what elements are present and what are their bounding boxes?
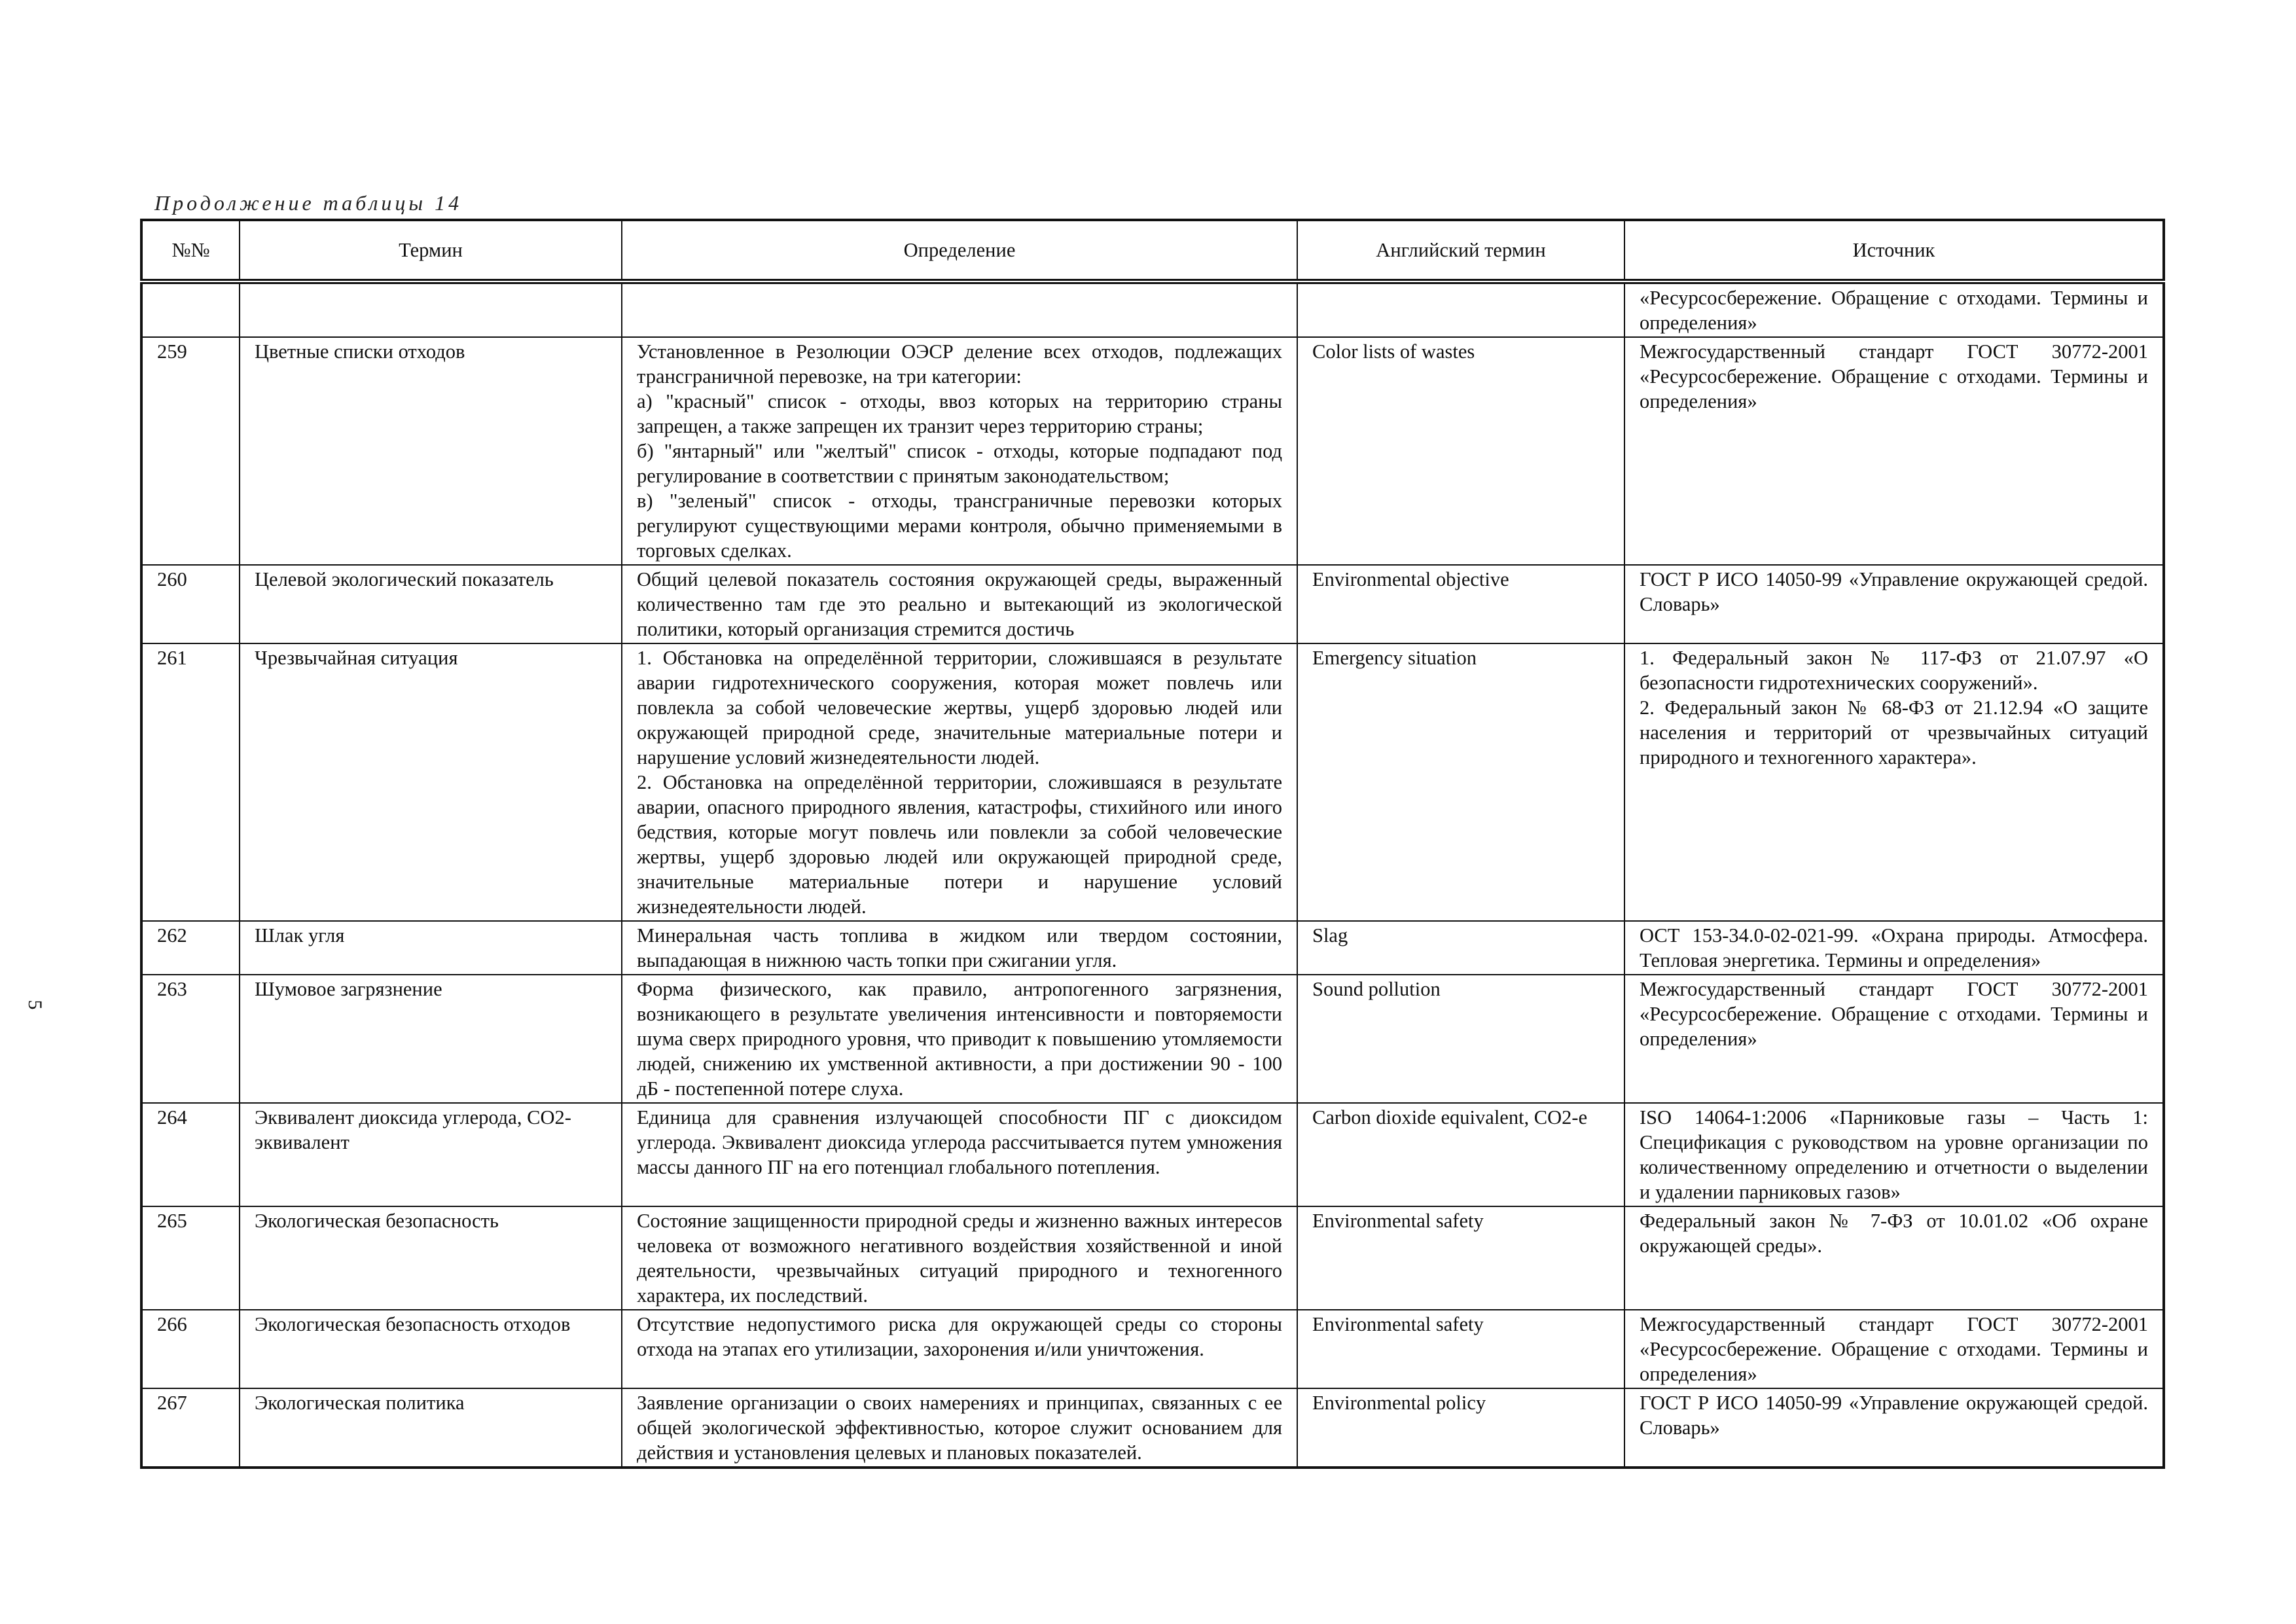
- row-english-term: Slag: [1297, 921, 1624, 975]
- table-row: [141, 921, 2164, 975]
- row-term: Целевой экологический показатель: [240, 565, 622, 643]
- row-term: Эквивалент диоксида углерода, СО2-эквивалент: [240, 1103, 622, 1206]
- row-term: Чрезвычайная ситуация: [240, 643, 622, 921]
- row-english-term: Emergency situation: [1297, 643, 1624, 921]
- row-term: Шумовое загрязнение: [240, 975, 622, 1103]
- table-body: [141, 281, 2164, 1468]
- row-definition: Общий целевой показатель состояния окружающей среды, выраженный количественно там где это реально и вытекающий из экологической политики, который организация стремится достичь: [622, 565, 1297, 643]
- row-term: Экологическая политика: [240, 1388, 622, 1468]
- row-source: Федеральный закон № 7-ФЗ от 10.01.02 «Об охране окружающей среды».: [1624, 1206, 2164, 1310]
- table-header-row: [141, 220, 2164, 281]
- row-definition: Форма физического, как правило, антропогенного загрязнения, возникающего в результате увеличения интенсивности и повторяемости шума сверх природного уровня, что приводит к повышению утомляемости людей, снижению их умственной активности, а при достижении 90 - 100 дБ - постепенной потере слуха.: [622, 975, 1297, 1103]
- page-number: 5: [24, 1000, 46, 1010]
- row-english-term: Environmental safety: [1297, 1206, 1624, 1310]
- row-definition: [622, 281, 1297, 337]
- table-row: [141, 1388, 2164, 1468]
- row-english-term: [1297, 281, 1624, 337]
- row-source: Межгосударственный стандарт ГОСТ 30772-2001 «Ресурсосбережение. Обращение с отходами. Термины и определения»: [1624, 337, 2164, 565]
- header-definition: Определение: [622, 220, 1297, 281]
- row-term: Шлак угля: [240, 921, 622, 975]
- row-english-term: Environmental objective: [1297, 565, 1624, 643]
- terms-table: [140, 219, 2165, 1469]
- row-number: [141, 281, 240, 337]
- table-row: [141, 337, 2164, 565]
- row-source: ISO 14064-1:2006 «Парниковые газы – Часть 1: Спецификация с руководством на уровне организации по количественному определению и отчетности о выделении и удалении парниковых газов»: [1624, 1103, 2164, 1206]
- header-number: №№: [141, 220, 240, 281]
- table-row: [141, 643, 2164, 921]
- row-definition: Единица для сравнения излучающей способности ПГ с диоксидом углерода. Эквивалент диоксида углерода рассчитывается путем умножения массы данного ПГ на его потенциал глобального потепления.: [622, 1103, 1297, 1206]
- row-term: Экологическая безопасность: [240, 1206, 622, 1310]
- row-source: Межгосударственный стандарт ГОСТ 30772-2001 «Ресурсосбережение. Обращение с отходами. Термины и определения»: [1624, 1310, 2164, 1388]
- row-number: 259: [141, 337, 240, 565]
- row-definition: Минеральная часть топлива в жидком или твердом состоянии, выпадающая в нижнюю часть топки при сжигании угля.: [622, 921, 1297, 975]
- table-row: [141, 1103, 2164, 1206]
- row-source: Межгосударственный стандарт ГОСТ 30772-2001 «Ресурсосбережение. Обращение с отходами. Термины и определения»: [1624, 975, 2164, 1103]
- row-number: 261: [141, 643, 240, 921]
- row-number: 262: [141, 921, 240, 975]
- table-row: [141, 565, 2164, 643]
- header-english-term: Английский термин: [1297, 220, 1624, 281]
- row-definition: Состояние защищенности природной среды и жизненно важных интересов человека от возможного негативного воздействия хозяйственной и иной деятельности, чрезвычайных ситуаций природного и техногенного характера, их последствий.: [622, 1206, 1297, 1310]
- row-number: 267: [141, 1388, 240, 1468]
- row-english-term: Color lists of wastes: [1297, 337, 1624, 565]
- header-term: Термин: [240, 220, 622, 281]
- table-caption: Продолжение таблицы 14: [154, 191, 463, 215]
- row-definition: 1. Обстановка на определённой территории, сложившаяся в результате аварии гидротехнического сооружения, которая может повлечь или повлекла за собой человеческие жертвы, ущерб здоровью людей или окружающей природной среде, значительные материальные потери и нарушение условий жизнедеятельности людей. 2. Обстановка на определённой территории, сложившаяся в результате аварии, опасного природного явления, катастрофы, стихийного или иного бедствия, которые могут повлечь или повлекли за собой человеческие жертвы, ущерб здоровью людей или окружающей природной среде, значительные материальные потери и нарушение условий жизнедеятельности людей.: [622, 643, 1297, 921]
- row-number: 263: [141, 975, 240, 1103]
- row-english-term: Carbon dioxide equivalent, CO2-e: [1297, 1103, 1624, 1206]
- row-term: [240, 281, 622, 337]
- table-row: [141, 1206, 2164, 1310]
- row-english-term: Environmental safety: [1297, 1310, 1624, 1388]
- row-number: 266: [141, 1310, 240, 1388]
- row-english-term: Environmental policy: [1297, 1388, 1624, 1468]
- row-source: ГОСТ Р ИСО 14050-99 «Управление окружающей средой. Словарь»: [1624, 565, 2164, 643]
- row-source: 1. Федеральный закон № 117-ФЗ от 21.07.97 «О безопасности гидротехнических сооружений». 2. Федеральный закон № 68-ФЗ от 21.12.94 «О защите населения и территорий от чрезвычайных ситуаций природного и техногенного характера».: [1624, 643, 2164, 921]
- row-source: «Ресурсосбережение. Обращение с отходами. Термины и определения»: [1624, 281, 2164, 337]
- row-term: Экологическая безопасность отходов: [240, 1310, 622, 1388]
- row-english-term: Sound pollution: [1297, 975, 1624, 1103]
- row-number: 265: [141, 1206, 240, 1310]
- table-row: [141, 1310, 2164, 1388]
- row-term: Цветные списки отходов: [240, 337, 622, 565]
- row-number: 264: [141, 1103, 240, 1206]
- table-row: [141, 975, 2164, 1103]
- row-definition: Установленное в Резолюции ОЭСР деление всех отходов, подлежащих трансграничной перевозке, на три категории: а) "красный" список - отходы, ввоз которых на территорию страны запрещен, а также запрещен их транзит через территорию страны; б) "янтарный" или "желтый" список - отходы, которые подпадают под регулирование в соответствии с принятым законодательством; в) "зеленый" список - отходы, трансграничные перевозки которых регулируют существующими мерами контроля, обычно применяемыми в торговых сделках.: [622, 337, 1297, 565]
- row-number: 260: [141, 565, 240, 643]
- header-source: Источник: [1624, 220, 2164, 281]
- row-source: ОСТ 153-34.0-02-021-99. «Охрана природы. Атмосфера. Тепловая энергетика. Термины и определения»: [1624, 921, 2164, 975]
- row-definition: Отсутствие недопустимого риска для окружающей среды со стороны отхода на этапах его утилизации, захоронения и/или уничтожения.: [622, 1310, 1297, 1388]
- table-row: [141, 281, 2164, 337]
- row-source: ГОСТ Р ИСО 14050-99 «Управление окружающей средой. Словарь»: [1624, 1388, 2164, 1468]
- row-definition: Заявление организации о своих намерениях и принципах, связанных с ее общей экологической эффективностью, которое служит основанием для действия и установления целевых и плановых показателей.: [622, 1388, 1297, 1468]
